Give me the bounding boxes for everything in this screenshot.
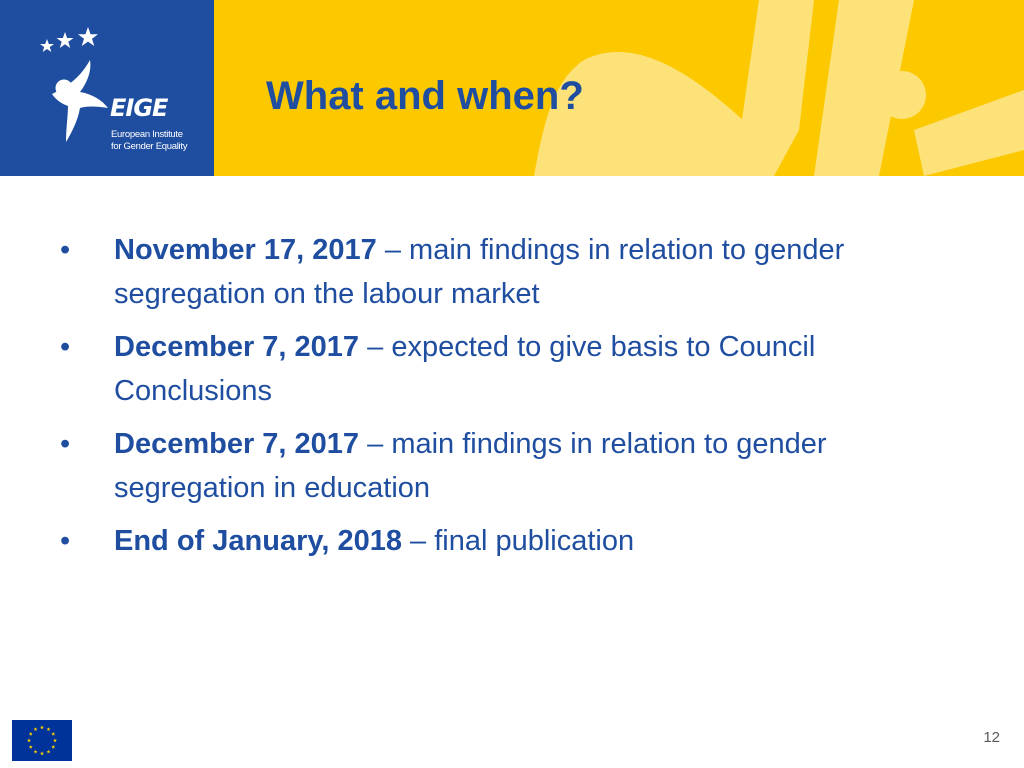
bullet-text: final publication [434,525,635,557]
bullet-icon: • [60,428,71,460]
bullet-date: December 7, 2017 [114,428,360,460]
bullet-icon: • [60,525,71,557]
logo-subtitle-line: for Gender Equality [111,141,188,152]
bullet-text: main findings in relation to gender segregation in education [114,428,827,504]
page-number: 12 [983,729,1000,746]
bullet-date: End of January, 2018 [114,525,402,557]
bullet-item [60,422,980,510]
bullet-icon: • [60,331,71,363]
logo-subtitle-line: European Institute [111,129,183,140]
bullet-text: main findings in relation to gender segregation on the labour market [114,234,845,310]
bullet-dash: – [376,234,410,266]
bullet-list [60,228,980,572]
bullet-item [60,325,980,413]
bullet-dash: – [401,525,435,557]
logo-wordmark: EIGE [110,94,168,122]
bullet-icon: • [60,234,71,266]
bullet-dash: – [359,331,392,363]
bullet-date: December 7, 2017 [114,331,360,363]
bullet-item [60,519,980,563]
bullet-dash: – [359,428,392,460]
logo [0,0,214,176]
header-banner [0,0,1024,176]
slide-title: What and when? [266,74,584,118]
bullet-text: expected to give basis to Council Conclusions [114,331,816,407]
bullet-date: November 17, 2017 [114,234,377,266]
bullet-item [60,228,980,316]
eu-flag-icon [12,720,72,761]
logo-subtitle [111,129,211,153]
